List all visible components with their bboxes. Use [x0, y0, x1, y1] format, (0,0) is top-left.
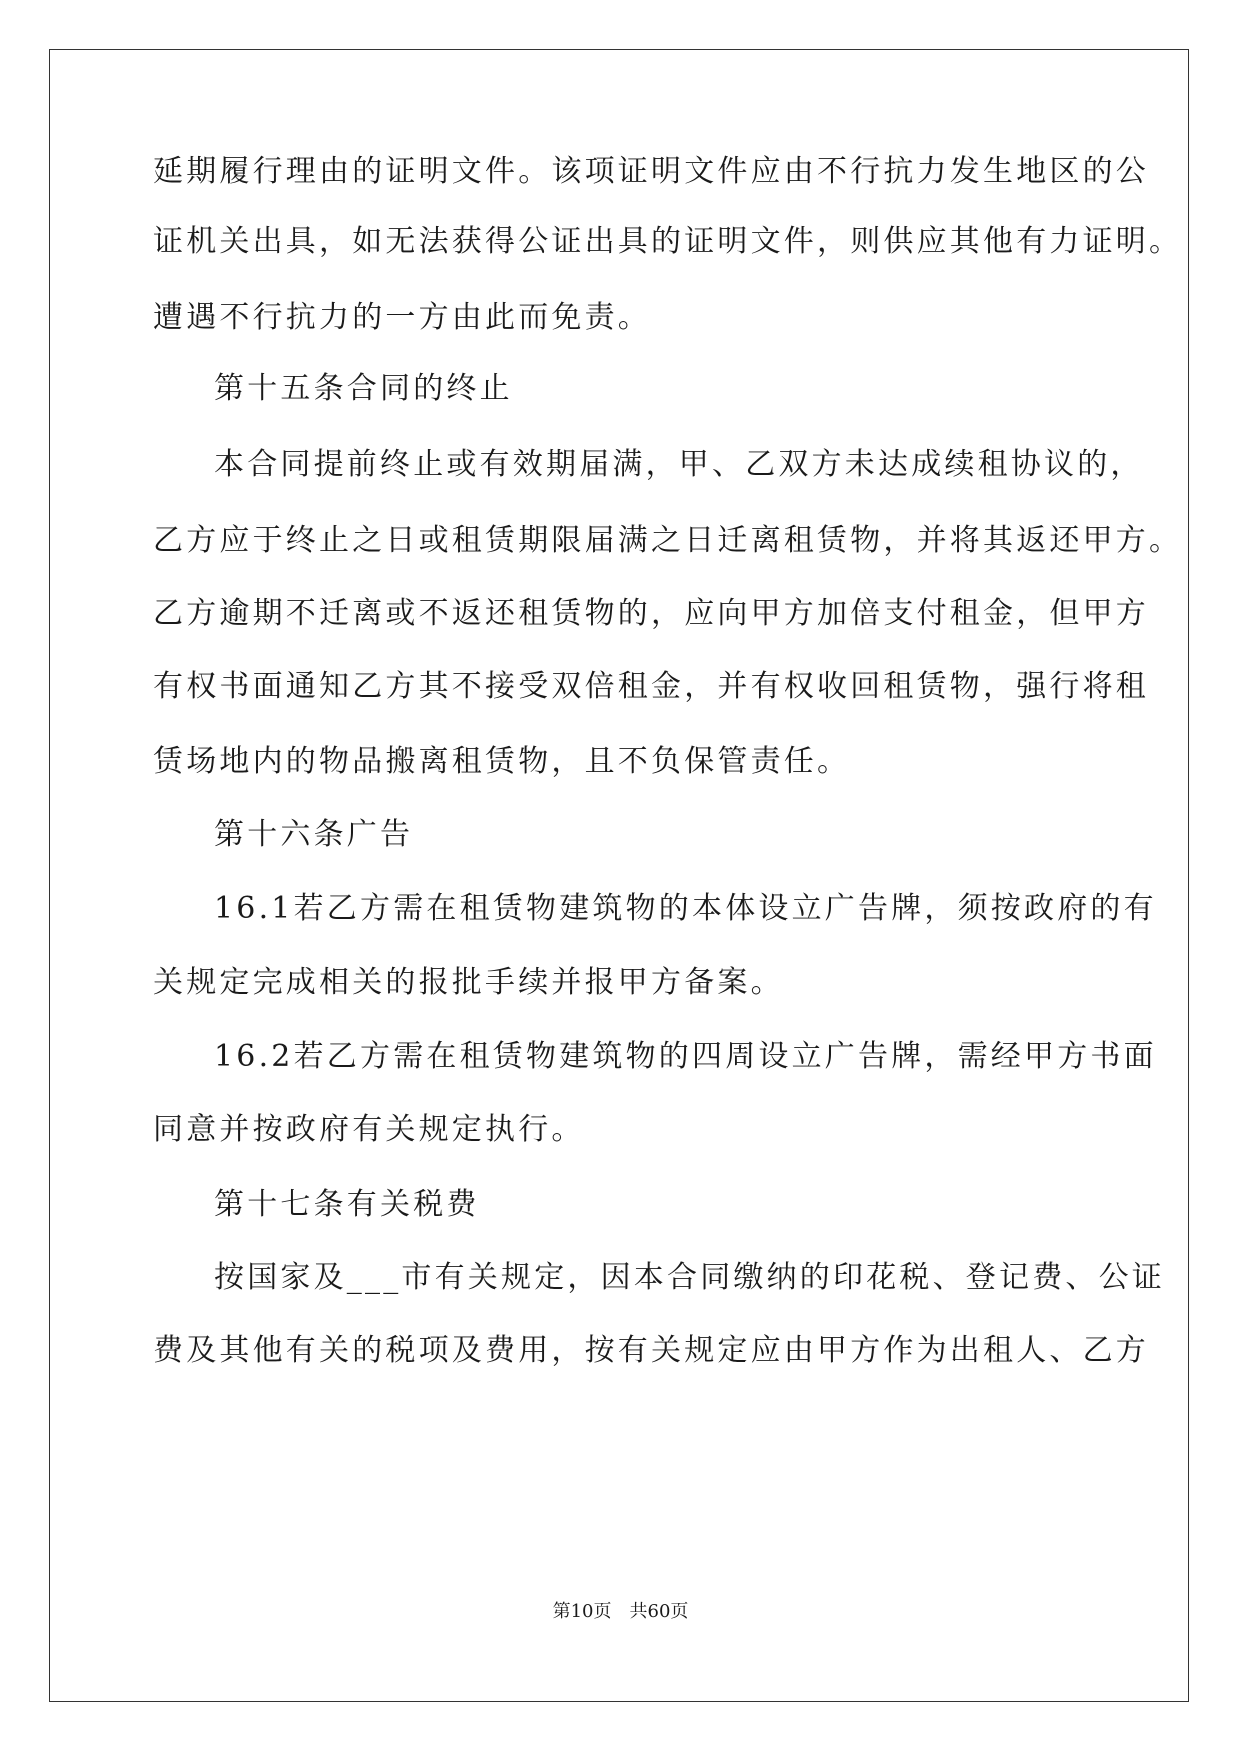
text-line: 乙方应于终止之日或租赁期限届满之日迁离租赁物，并将其返还甲方。 — [153, 523, 1183, 558]
section-heading: 第十五条合同的终止 — [214, 371, 513, 406]
text-line: 费及其他有关的税项及费用，按有关规定应由甲方作为出租人、乙方 — [153, 1333, 1149, 1368]
text-line: 同意并按政府有关规定执行。 — [153, 1112, 585, 1147]
text-line: 本合同提前终止或有效期届满，甲、乙双方未达成续租协议的， — [214, 447, 1144, 482]
section-heading: 第十七条有关税费 — [214, 1187, 480, 1222]
text-line: 16.1若乙方需在租赁物建筑物的本体设立广告牌，须按政府的有 — [214, 891, 1157, 926]
page-footer — [0, 1597, 1241, 1623]
page-number: 第10页 — [552, 1601, 612, 1622]
section-heading: 第十六条广告 — [214, 817, 414, 852]
text-line: 赁场地内的物品搬离租赁物，且不负保管责任。 — [153, 744, 851, 779]
page-border — [49, 49, 1189, 1702]
text-line: 按国家及___市有关规定，因本合同缴纳的印花税、登记费、公证 — [214, 1260, 1165, 1295]
text-line: 乙方逾期不迁离或不返还租赁物的，应向甲方加倍支付租金，但甲方 — [153, 596, 1149, 631]
text-line: 证机关出具，如无法获得公证出具的证明文件，则供应其他有力证明。 — [153, 224, 1183, 259]
text-line: 16.2若乙方需在租赁物建筑物的四周设立广告牌，需经甲方书面 — [214, 1039, 1157, 1074]
text-line: 延期履行理由的证明文件。该项证明文件应由不行抗力发生地区的公 — [153, 154, 1149, 189]
text-line: 关规定完成相关的报批手续并报甲方备案。 — [153, 965, 784, 1000]
page-total: 共60页 — [629, 1601, 689, 1622]
text-line: 有权书面通知乙方其不接受双倍租金，并有权收回租赁物，强行将租 — [153, 669, 1149, 704]
text-line: 遭遇不行抗力的一方由此而免责。 — [153, 300, 651, 335]
